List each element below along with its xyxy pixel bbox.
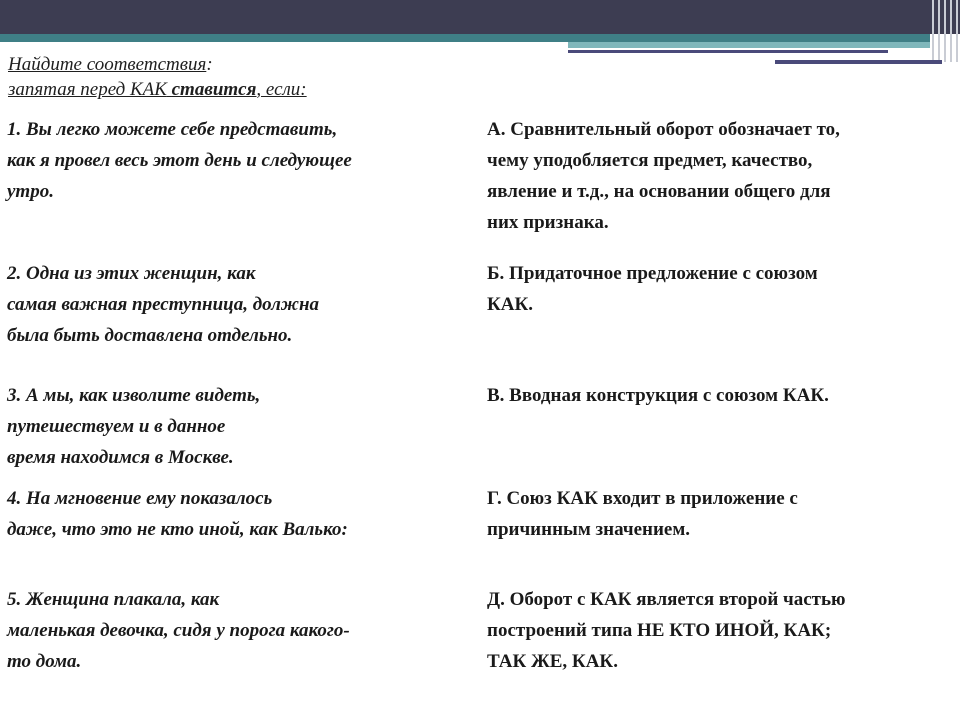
vertical-lines-decoration xyxy=(928,0,960,62)
sentence-1: 1. Вы легко можете себе представить, как я провел весь этот день и следующее утро. xyxy=(7,119,352,202)
sentence-3: 3. А мы, как изволите видеть, путешествуем и в данное время находимся в Москве. xyxy=(7,385,261,468)
accent-line-decoration xyxy=(568,50,888,53)
teal-strip-decoration xyxy=(0,34,930,42)
heading-line2-text: запятая перед КАК xyxy=(8,79,167,100)
title-bar-decoration xyxy=(0,0,960,34)
heading-line2-keyword: ставится xyxy=(171,79,257,100)
rule-v: В. Вводная конструкция с союзом КАК. xyxy=(487,385,829,406)
rule-b: Б. Придаточное предложение с союзом КАК. xyxy=(487,263,818,315)
sentence-4: 4. На мгновение ему показалось даже, что это не кто иной, как Валько: xyxy=(7,488,348,540)
rule-g: Г. Союз КАК входит в приложение с причинным значением. xyxy=(487,488,798,540)
task-heading xyxy=(8,52,528,102)
heading-line1-text: Найдите соответствия xyxy=(8,54,207,75)
sentence-5: 5. Женщина плакала, как маленькая девочка, сидя у порога какого- то дома. xyxy=(7,589,350,672)
light-teal-strip-decoration xyxy=(568,42,930,48)
rule-a: А. Сравнительный оборот обозначает то, чему уподобляется предмет, качество, явление и т.д., на основании общего для них признака. xyxy=(487,119,840,233)
heading-line2-tail: , если: xyxy=(256,79,307,100)
accent-line-decoration-2 xyxy=(775,60,942,64)
sentence-2: 2. Одна из этих женщин, как самая важная преступница, должна была быть доставлена отдельно. xyxy=(7,263,320,346)
heading-line1-colon: : xyxy=(206,54,213,75)
rule-d: Д. Оборот с КАК является второй частью построений типа НЕ КТО ИНОЙ, КАК; ТАК ЖЕ, КАК. xyxy=(487,589,846,672)
